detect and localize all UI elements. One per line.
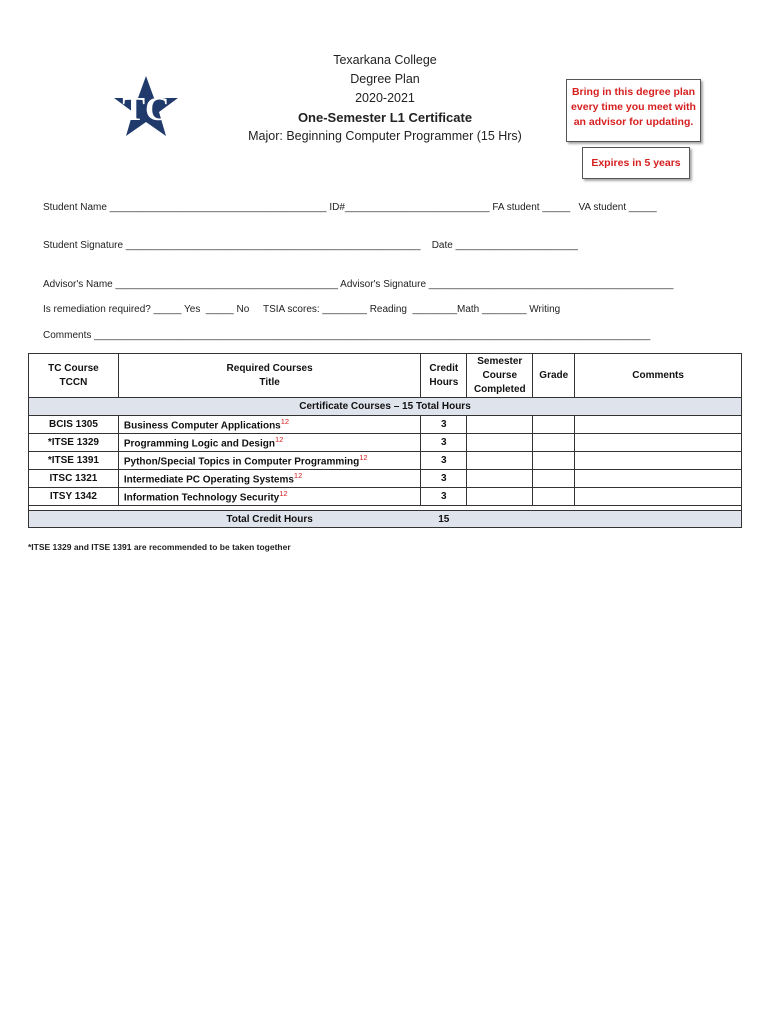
grade-cell[interactable] [533,452,575,470]
col-header-grade: Grade [533,354,575,398]
student-name-line[interactable]: Student Name _______________________________________ ID#__________________________ FA student _____ VA student _____ [43,202,657,213]
col-header-course: TC Course TCCN [29,354,119,398]
semester-cell[interactable] [467,416,533,434]
grade-cell[interactable] [533,434,575,452]
table-row [29,488,742,506]
certificate-title: One-Semester L1 Certificate [297,110,473,125]
comments-cell[interactable] [575,416,742,434]
notice-line-2: every time you meet with [571,101,696,113]
semester-cell[interactable] [467,470,533,488]
notice-line-1: Bring in this degree plan [571,86,696,98]
grade-cell[interactable] [533,416,575,434]
course-credits: 3 [421,488,467,506]
table-row [29,452,742,470]
semester-cell[interactable] [467,488,533,506]
total-row [29,511,742,528]
grade-cell[interactable] [533,470,575,488]
course-title: Python/Special Topics in Computer Programming$^{12}$ [118,452,420,470]
table-row [29,416,742,434]
col-header-comments: Comments [575,354,742,398]
course-credits: 3 [421,416,467,434]
plan-year: 2020-2021 [355,91,415,105]
comments-cell[interactable] [575,452,742,470]
course-code: ITSC 1321 [29,470,119,488]
college-name: Texarkana College [333,53,437,67]
notice-line-3: an advisor for updating. [573,116,694,128]
course-code: *ITSE 1391 [29,452,119,470]
total-value: 15 [421,511,467,528]
table-row [29,470,742,488]
comments-cell[interactable] [575,434,742,452]
remediation-line[interactable]: Is remediation required? _____ Yes _____ No TSIA scores: ________ Reading ________Math ________ Writing [43,304,561,315]
bring-notice [566,79,701,142]
comments-cell[interactable] [575,470,742,488]
advisor-line[interactable]: Advisor's Name ________________________________________ Advisor's Signature ____________________________________________ [43,279,674,290]
course-credits: 3 [421,452,467,470]
table-header-row [29,354,742,398]
student-signature-line[interactable]: Student Signature _____________________________________________________ Date ______________________ [43,240,578,251]
course-table [28,353,742,528]
doc-type: Degree Plan [350,72,420,86]
section-row [29,398,742,416]
expires-badge: Expires in 5 years [582,147,690,179]
course-credits: 3 [421,470,467,488]
course-code: *ITSE 1329 [29,434,119,452]
semester-cell[interactable] [467,434,533,452]
course-title: Intermediate PC Operating Systems$^{12}$ [118,470,420,488]
course-title: Business Computer Applications$^{12}$ [118,416,420,434]
total-label: Total Credit Hours [118,511,420,528]
col-header-required: Required Courses Title [118,354,420,398]
comments-cell[interactable] [575,488,742,506]
course-code: BCIS 1305 [29,416,119,434]
grade-cell[interactable] [533,488,575,506]
course-credits: 3 [421,434,467,452]
col-header-semester: Semester Course Completed [467,354,533,398]
course-title: Information Technology Security$^{12}$ [118,488,420,506]
comments-line[interactable]: Comments ____________________________________________________________________________________________________ [43,330,651,341]
logo-letters: TC [122,91,170,128]
col-header-credit: Credit Hours [421,354,467,398]
section-title: Certificate Courses – 15 Total Hours [29,398,742,416]
semester-cell[interactable] [467,452,533,470]
footnote: *ITSE 1329 and ITSE 1391 are recommended to be taken together [28,542,291,552]
table-row [29,434,742,452]
major-title: Major: Beginning Computer Programmer (15 Hrs) [248,129,522,143]
course-title: Programming Logic and Design$^{12}$ [118,434,420,452]
course-code: ITSY 1342 [29,488,119,506]
